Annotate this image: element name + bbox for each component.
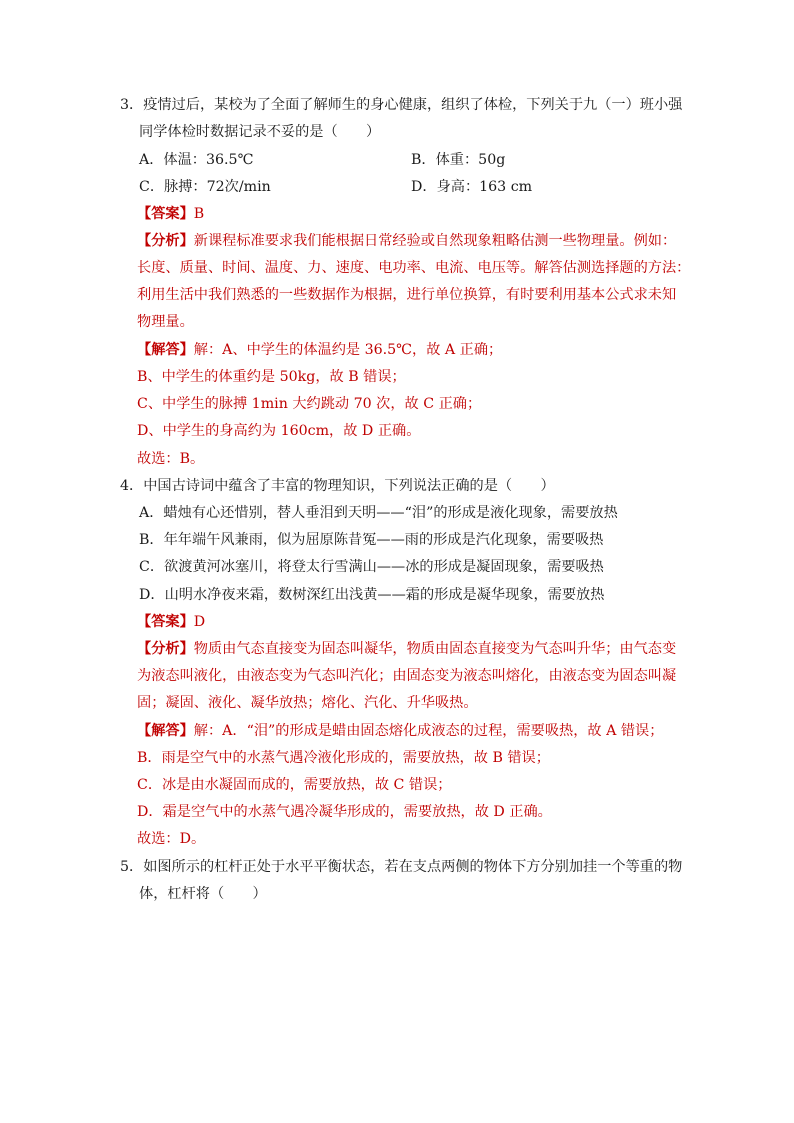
q4-solution-tag: 【解答】 (137, 723, 194, 739)
q3-solution-line-1 (137, 340, 502, 360)
q3-option-b: B．体重：50g (411, 152, 506, 168)
q4-solution-text-1: 解：A．“泪”的形成是蜡由固态熔化成液态的过程，需要吸热，故 A 错误； (193, 723, 664, 739)
q3-analysis-tag: 【分析】 (137, 233, 194, 249)
q4-conclusion: 故选：D。 (137, 831, 206, 847)
q3-analysis-line-1 (137, 231, 676, 251)
q3-stem-line-2: 同学体检时数据记录不妥的是（ ） (139, 124, 381, 140)
q5-stem-line-1: 5．如图所示的杠杆正处于水平平衡状态，若在支点两侧的物体下方分别加挂一个等重的物 (120, 859, 683, 875)
q4-solution-line-1 (137, 721, 663, 741)
q3-analysis-line-4: 物理量。 (137, 314, 194, 330)
q4-option-c: C．欲渡黄河冰塞川，将登太行雪满山——冰的形成是凝固现象，需要吸热 (139, 559, 604, 575)
q3-solution-line-4: D、中学生的身高约为 160cm，故 D 正确。 (137, 423, 421, 439)
q3-stem-line-1: 3．疫情过后，某校为了全面了解师生的身心健康，组织了体检，下列关于九（一）班小强 (120, 97, 683, 113)
q4-solution-line-2: B．雨是空气中的水蒸气遇冷液化形成的，需要放热，故 B 错误； (137, 750, 550, 766)
q4-answer-value: D (193, 614, 206, 630)
q3-solution-tag: 【解答】 (137, 342, 194, 358)
q3-analysis-line-2: 长度、质量、时间、温度、力、速度、电功率、电流、电压等。解答估测选择题的方法： (137, 260, 691, 276)
q3-analysis-text-1: 新课程标准要求我们能根据日常经验或自然现象粗略估测一些物理量。例如： (193, 233, 677, 249)
q4-analysis-line-2: 为液态叫液化，由液态变为气态叫汽化；由固态变为液态叫熔化，由液态变为固态叫凝 (137, 668, 677, 684)
q4-option-a: A．蜡烛有心还惜别，替人垂泪到天明——“泪”的形成是液化现象，需要放热 (139, 505, 618, 521)
q3-option-d: D．身高：163 cm (411, 179, 533, 195)
q5-stem-line-2: 体，杠杆将（ ） (139, 886, 267, 902)
q3-answer-value: B (193, 206, 205, 222)
q4-answer (137, 612, 205, 632)
q3-option-a: A．体温：36.5℃ (139, 152, 254, 168)
q3-conclusion: 故选：B。 (137, 451, 205, 467)
q4-analysis-text-1: 物质由气态直接变为固态叫凝华，物质由固态直接变为气态叫升华；由气态变 (193, 641, 677, 657)
q3-analysis-line-3: 利用生活中我们熟悉的一些数据作为根据，进行单位换算，有时要利用基本公式求未知 (137, 287, 677, 303)
q3-option-c: C．脉搏：72次/min (139, 179, 271, 195)
q4-analysis-line-1 (137, 639, 676, 659)
q4-analysis-tag: 【分析】 (137, 641, 194, 657)
q3-answer (137, 204, 204, 224)
q3-solution-line-2: B、中学生的体重约是 50kg，故 B 错误； (137, 369, 406, 385)
q4-answer-tag: 【答案】 (137, 614, 194, 630)
q3-solution-text-1: 解：A、中学生的体温约是 36.5℃，故 A 正确； (193, 342, 503, 358)
q4-stem: 4．中国古诗词中蕴含了丰富的物理知识，下列说法正确的是（ ） (120, 478, 555, 494)
q4-option-d: D．山明水净夜来霜，数树深红出浅黄——霜的形成是凝华现象，需要放热 (139, 587, 605, 603)
q4-analysis-line-3: 固；凝固、液化、凝华放热；熔化、汽化、升华吸热。 (137, 695, 478, 711)
q3-answer-tag: 【答案】 (137, 206, 194, 222)
q4-solution-line-3: C．冰是由水凝固而成的，需要放热，故 C 错误； (137, 777, 452, 793)
q4-option-b: B．年年端午风兼雨，似为屈原陈昔冤——雨的形成是汽化现象，需要吸热 (139, 532, 604, 548)
q4-solution-line-4: D．霜是空气中的水蒸气遇冷凝华形成的，需要放热，故 D 正确。 (137, 804, 552, 820)
q3-solution-line-3: C、中学生的脉搏 1min 大约跳动 70 次，故 C 正确； (137, 396, 482, 412)
